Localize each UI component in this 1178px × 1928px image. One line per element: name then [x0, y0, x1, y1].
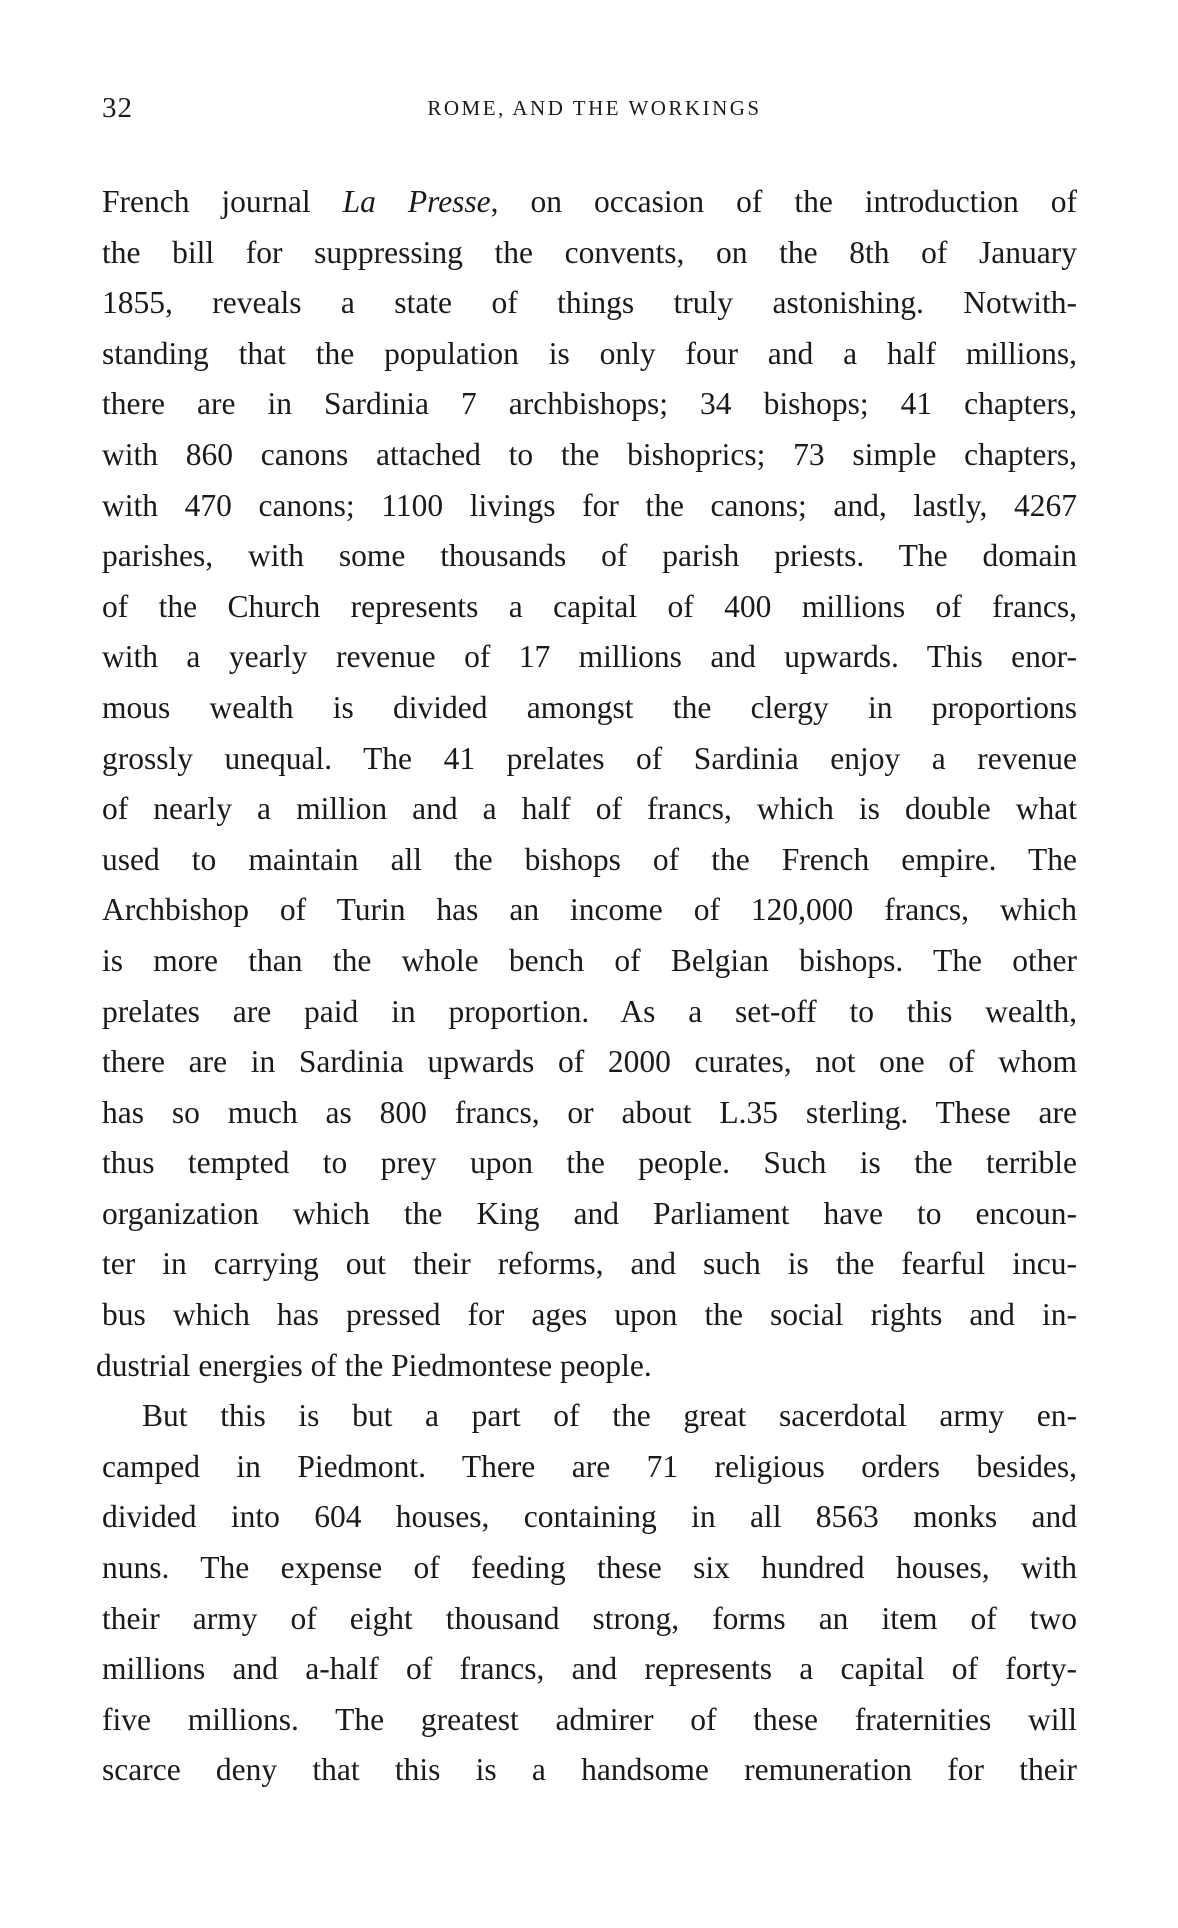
text-line: Archbishop of Turin has an income of 120,000 francs, which	[102, 892, 1077, 928]
text-line: standing that the population is only four and a half millions,	[102, 335, 1077, 371]
text-line: prelates are paid in proportion. As a set-off to this wealth,	[102, 993, 1077, 1029]
text-line: five millions. The greatest admirer of these fraternities will	[102, 1701, 1077, 1737]
text-line: scarce deny that this is a handsome remuneration for their	[102, 1752, 1077, 1788]
text-line: thus tempted to prey upon the people. Such is the terrible	[102, 1145, 1077, 1181]
text-line: is more than the whole bench of Belgian bishops. The other	[102, 942, 1077, 978]
paragraph-end-line: dustrial energies of the Piedmontese people.	[96, 1347, 652, 1383]
text-line: French journal La Presse, on occasion of the introduction of	[102, 184, 1077, 219]
text-line: with 470 canons; 1100 livings for the canons; and, lastly, 4267	[102, 487, 1077, 523]
text-line: mous wealth is divided amongst the clergy in proportions	[102, 689, 1077, 725]
running-head	[102, 92, 1077, 132]
text-line: their army of eight thousand strong, forms an item of two	[102, 1600, 1077, 1636]
body-text	[96, 177, 1077, 1796]
text-line: with a yearly revenue of 17 millions and upwards. This enor-	[102, 639, 1077, 675]
running-title: ROME, AND THE WORKINGS	[427, 96, 762, 120]
text-line: millions and a-half of francs, and represents a capital of forty-	[102, 1651, 1077, 1687]
text-line: divided into 604 houses, containing in all 8563 monks and	[102, 1499, 1077, 1535]
text-line: used to maintain all the bishops of the French empire. The	[102, 841, 1077, 877]
text-line: bus which has pressed for ages upon the social rights and in-	[102, 1297, 1077, 1333]
text-line: with 860 canons attached to the bishoprics; 73 simple chapters,	[102, 436, 1077, 472]
text-line: of the Church represents a capital of 400 millions of francs,	[102, 588, 1077, 624]
text-line: grossly unequal. The 41 prelates of Sardinia enjoy a revenue	[102, 740, 1077, 776]
text-line: camped in Piedmont. There are 71 religious orders besides,	[102, 1448, 1077, 1484]
text-line: of nearly a million and a half of francs, which is double what	[102, 791, 1077, 827]
text-line: nuns. The expense of feeding these six hundred houses, with	[102, 1550, 1077, 1586]
text-line: there are in Sardinia 7 archbishops; 34 bishops; 41 chapters,	[102, 386, 1077, 422]
journal-title: La Presse	[342, 184, 491, 219]
text-line: the bill for suppressing the convents, on the 8th of January	[102, 234, 1077, 270]
text-line: organization which the King and Parliament have to encoun-	[102, 1195, 1077, 1231]
text-line: parishes, with some thousands of parish priests. The domain	[102, 538, 1077, 574]
text-line: has so much as 800 francs, or about L.35 sterling. These are	[102, 1094, 1077, 1130]
text-line: ter in carrying out their reforms, and such is the fearful incu-	[102, 1246, 1077, 1282]
text-line: there are in Sardinia upwards of 2000 curates, not one of whom	[102, 1044, 1077, 1080]
text-line: 1855, reveals a state of things truly astonishing. Notwith-	[102, 285, 1077, 321]
page-number: 32	[102, 92, 133, 124]
paragraph-start-line: But this is but a part of the great sacerdotal army en-	[142, 1398, 1077, 1434]
